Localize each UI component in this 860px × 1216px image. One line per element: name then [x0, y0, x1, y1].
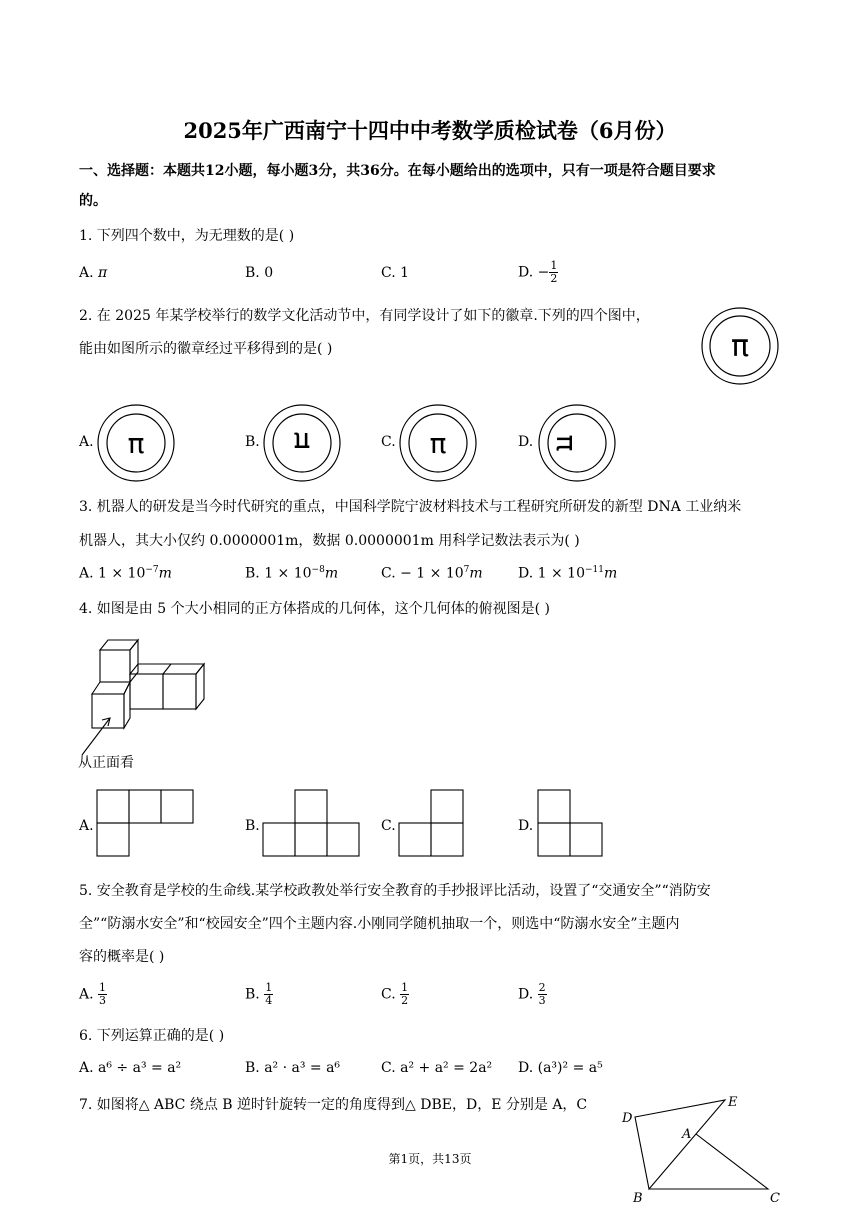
q3-c-base: C. − 1 × 10: [381, 565, 464, 582]
q4-solid-figure: [80, 630, 210, 770]
q6-stem: 6. 下列运算正确的是( ): [79, 1028, 225, 1044]
q4-option-c-grid: [398, 789, 468, 859]
q2-line1: 2. 在 2025 年某学校举行的数学文化活动节中，有同学设计了如下的徽章.下列的四个图中，: [79, 308, 650, 324]
page-title: 2025年广西南宁十四中中考数学质检试卷（6月份）: [183, 118, 677, 143]
q6-option-b: B. a² · a³ = a⁶: [245, 1060, 341, 1076]
q5-b-label: B.: [245, 986, 265, 1003]
q3-c-exp: 7: [463, 565, 470, 575]
q5-line1: 5. 安全教育是学校的生命线.某学校政教处举行安全教育的手抄报评比活动，设置了“交通安全”“消防安: [79, 883, 711, 899]
q5-d-den: 3: [538, 994, 546, 1007]
q5-a-label: A.: [79, 986, 99, 1003]
q1-d-num: 1: [550, 259, 558, 272]
q5-b-den: 4: [265, 994, 273, 1007]
q5-d-fraction: [538, 982, 547, 1007]
q3-option-d: [518, 565, 617, 582]
q2-b-symbol: π: [293, 426, 311, 459]
q5-b-num: 1: [265, 981, 273, 994]
q3-a-base: A. 1 × 10: [79, 565, 146, 582]
q2-option-d-badge: [537, 403, 617, 483]
q1-option-d: [518, 260, 558, 285]
q5-option-d: [518, 982, 547, 1007]
q3-line1: 3. 机器人的研发是当今时代研究的重点，中国科学院宁波材料技术与工程研究所研发的新型 DNA 工业纳米: [79, 499, 742, 515]
q2-line2: 能由如图所示的徽章经过平移得到的是( ): [79, 341, 333, 357]
q2-reference-badge: [700, 306, 782, 388]
q3-b-exp: −8: [311, 565, 325, 575]
q5-a-den: 3: [99, 994, 107, 1007]
q3-option-c: [381, 565, 483, 582]
q4-option-c-label: C.: [381, 818, 396, 834]
section-header-line1: 一、选择题：本题共12小题，每小题3分，共36分。在每小题给出的选项中，只有一项是符合题目要求: [79, 163, 716, 179]
q1-a-label: A.: [79, 265, 99, 281]
q5-b-fraction: [264, 982, 273, 1007]
q5-c-fraction: [400, 982, 409, 1007]
q4-option-b-label: B.: [245, 818, 260, 834]
q3-a-unit: m: [158, 565, 172, 582]
q5-a-num: 1: [99, 981, 107, 994]
q2-option-c-badge: [398, 403, 478, 483]
q1-d-label: D. −: [518, 264, 550, 281]
q7-label-e: E: [728, 1095, 738, 1110]
q3-option-b: [245, 565, 338, 582]
q4-option-a-grid: [96, 789, 196, 859]
q1-stem: 1. 下列四个数中，为无理数的是( ): [79, 228, 295, 244]
q4-option-d-label: D.: [518, 818, 534, 834]
q2-d-symbol: π: [550, 434, 583, 452]
q5-line2: 全”“防溺水安全”和“校园安全”四个主题内容.小刚同学随机抽取一个，则选中“防溺水安全”主题内: [79, 916, 680, 932]
q5-option-c: [381, 982, 409, 1007]
q2-option-b-label: B.: [245, 434, 260, 450]
q2-c-symbol: π: [429, 427, 447, 460]
q1-d-fraction: [549, 260, 558, 285]
q2-option-a-badge: [96, 403, 176, 483]
q2-option-c-label: C.: [381, 434, 396, 450]
q2-option-b-badge: [262, 403, 342, 483]
q1-option-c: C. 1: [381, 265, 410, 281]
q7-label-a: A: [682, 1127, 692, 1142]
q4-option-a-label: A.: [79, 818, 94, 834]
q5-c-num: 1: [401, 981, 409, 994]
q6-option-d: D. (a³)² = a⁵: [518, 1060, 603, 1076]
q5-c-den: 2: [401, 994, 409, 1007]
q7-stem: 7. 如图将△ ABC 绕点 B 逆时针旋转一定的角度得到△ DBE，D，E 分别是 A，C: [79, 1097, 588, 1113]
q3-d-base: D. 1 × 10: [518, 565, 585, 582]
q4-option-b-grid: [262, 789, 362, 859]
q4-view-label: 从正面看: [78, 755, 134, 771]
q3-b-unit: m: [324, 565, 339, 582]
q5-a-fraction: [98, 982, 107, 1007]
q3-a-exp: −7: [145, 565, 159, 575]
page-footer: 第1页，共13页: [388, 1152, 472, 1166]
q3-c-unit: m: [469, 565, 483, 582]
q5-c-label: C.: [381, 986, 401, 1003]
q2-option-d-label: D.: [518, 434, 534, 450]
q5-line3: 容的概率是( ): [79, 949, 165, 965]
q7-label-d: D: [622, 1111, 633, 1126]
q6-option-a: A. a⁶ ÷ a³ = a²: [79, 1060, 182, 1076]
section-header-line2: 的。: [79, 193, 107, 209]
q4-stem: 4. 如图是由 5 个大小相同的正方体搭成的几何体，这个几何体的俯视图是( ): [79, 601, 550, 617]
q3-d-exp: −11: [584, 565, 604, 575]
q3-option-a: [79, 565, 172, 582]
q7-label-b: B: [633, 1191, 643, 1206]
q3-b-base: B. 1 × 10: [245, 565, 312, 582]
q1-option-b: B. 0: [245, 265, 274, 281]
q2-option-a-label: A.: [79, 434, 94, 450]
q7-rotation-diagram: [618, 1090, 788, 1205]
q1-option-a: [79, 265, 107, 281]
q6-option-c: C. a² + a² = 2a²: [381, 1060, 493, 1076]
q5-d-num: 2: [538, 981, 546, 994]
q2-a-symbol: π: [127, 427, 145, 460]
q7-label-c: C: [770, 1191, 780, 1206]
q1-a-value: π: [98, 265, 108, 281]
q4-option-d-grid: [537, 789, 607, 859]
q5-option-b: [245, 982, 273, 1007]
q3-line2: 机器人，其大小仅约 0.0000001m，数据 0.0000001m 用科学记数法表示为( ): [79, 533, 580, 549]
q2-badge-symbol: π: [730, 329, 750, 364]
q5-option-a: [79, 982, 107, 1007]
q1-d-den: 2: [550, 272, 558, 285]
q3-d-unit: m: [603, 565, 618, 582]
q5-d-label: D.: [518, 986, 538, 1003]
